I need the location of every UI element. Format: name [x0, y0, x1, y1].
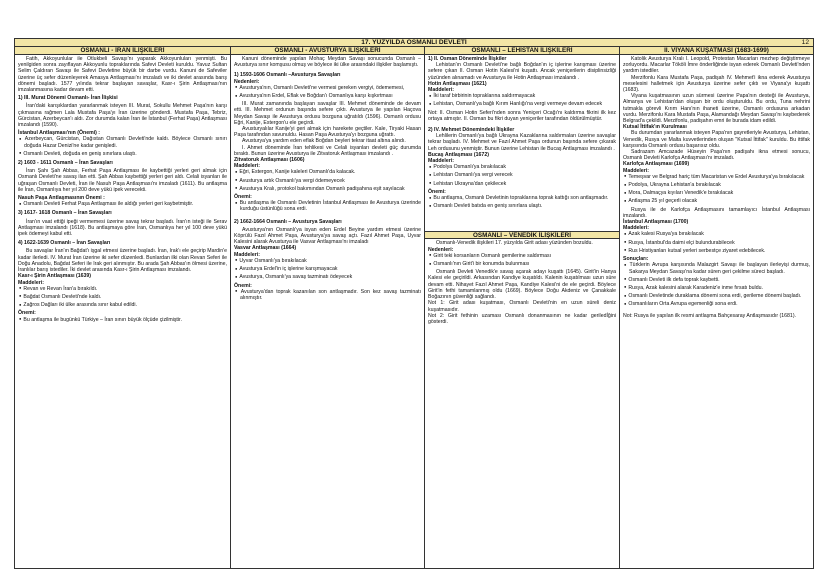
list-item: ● Lehistan Osmanlı'ya vergi verecek [428, 172, 616, 178]
list-item: ● Mora, Dalmaçya kıyıları Venedik'e bırakılacak [623, 190, 810, 196]
list-item: ● Osmanlı Devletinde duraklama dönemi sona erdi, gerileme dönemi başladı. [623, 293, 810, 299]
list-item: ● Lehistan Ukrayna'dan çekilecek [428, 181, 616, 187]
column-iran [15, 47, 231, 568]
treaty-heading: İstanbul Antlaşması'nın (Önemi) : [18, 130, 101, 137]
section-heading: 1) II. Osman Döneminde İlişkiler [428, 56, 507, 62]
subheading: Maddeleri: [18, 279, 44, 286]
paragraph: İran Şahı Şah Abbas, Ferhat Paşa Antlaşması ile kaybettiği yerleri geri almak için Osmanlı Devleti'ne savaş ilan etti. Şah Abbas kaybettiği yerleri geri aldı. Celali isyanları ile uğraşan Osmanlı Devleti, İran ile Nasuh Paşa Antlaşması'nı imzaladı (1611). Bu antlaşma ile İran, Osmanlıya her yıl 200 deve yükü ipek verecekti. [18, 168, 227, 193]
subheading: Maddeleri: [428, 87, 454, 94]
list-item: ● Osmanlı Devleti Ferhat Paşa Antlaşması ile aldığı yerleri geri kaybetmiştir. [18, 201, 227, 207]
list-item: ● Osmanlı Devleti, doğuda en geniş sınırlara ulaştı. [18, 151, 227, 157]
treaty-heading: İstanbul Antlaşması (1700) [623, 219, 689, 226]
treaty-heading: Bucaş Antlaşması (1672) [428, 151, 489, 158]
subheading: Nedenleri: [234, 78, 260, 85]
list-item: ● Türklerin Avrupa karşısında Malazgirt Savaşı ile başlayan ilerleyişi durmuş, Sakarya Meydan Savaşı'na kadar süren geri çekilme süreci başladı. [623, 262, 810, 274]
list-item: ● Azerbeycan, Gürcistan, Dağıstan Osmanlı Devleti'nde kaldı. Böylece Osmanlı sınırı doğuda Hazar Denizi'ne kadar genişledi. [18, 136, 227, 148]
column-body [620, 55, 813, 322]
list-item: ● Revan ve Revan İran'a bırakıldı. [18, 286, 227, 292]
column-heading: OSMANLI - AVUSTURYA İLİŞKİLERİ [231, 47, 424, 55]
list-item: ● Antlaşma 25 yıl geçerli olacak [623, 198, 810, 204]
list-item: ● Avusturya'nın, Osmanlı Devleti'ne vermesi gereken vergiyi, ödememesi, [234, 85, 421, 91]
list-item: ● Lehistan, Osmanlı'ya bağlı Kırım Hanlığı'na vergi vermeye devam edecek [428, 101, 616, 107]
section-heading: 1) III. Murat Dönemi Osmanlı- İran İlişkisi [18, 95, 118, 102]
treaty-heading: Nasuh Paşa Antlaşmasının Önemi : [18, 195, 105, 202]
column-heading: OSMANLI - İRAN İLİŞKİLERİ [15, 47, 230, 55]
subheading: Maddeleri: [234, 251, 260, 258]
list-item: ● Osmanlıların Orta Avrupa egemenliği sona erdi. [623, 301, 810, 307]
note: Not: II. Osman Hotin Seferi'nden sonra Yeniçeri Ocağı'nı kaldırma fikrini ilk kez ortaya atmıştır. II. Osman bu fikri duyan yeniçeriler tarafından öldürülmüştür. [428, 109, 616, 122]
paragraph: İran'ın vaat ettiği ipeği vermemesi üzerine savaş tekrar başladı. İran'ın isteği ile Serav Antlaşması imzalandı (1618). Bu antlaşmaya göre İran, Osmanlıya her yıl 100 deve yükü ipek ödemeyi kabul etti. [18, 218, 227, 238]
list-item: ● Podolya, Ukrayna Lehistan'a bırakılacak [623, 182, 810, 188]
note: Not: Rusya ile yapılan ilk resmi antlaşma Bahçesaray Antlaşmasıdır (1681). [623, 312, 796, 319]
column-vienna [620, 47, 813, 568]
paragraph: I. Ahmet döneminde İran tehlikesi ve Celali isyanları devleti güç durumda bıraktı. Bunun üzerine Avusturya ile Zitvatoruk Antlaşması imzalandı . [234, 144, 421, 157]
paragraph: Lehistan'ın Osmanlı Devleti'ne bağlı Boğdan'ın iç işlerine karışması üzerine sefere çıkan II. Osman Hotin Kalesi'ni kuşattı. Ancak yeniçerilerin disiplinsizliği yüzünden alınamadı ve Avusturya ile Hotin Antlaşması imzalandı . [428, 62, 616, 81]
list-item: ● Rus Hristiyanları kutsal yerleri serbestçe ziyaret edebilecek. [623, 248, 810, 254]
list-item: ● Rusya, İstanbul'da daimi elçi bulundurabilecek [623, 240, 810, 246]
list-item: ● Eğri, Estergon, Kanije kaleleri Osmanlı'da kalacak. [234, 169, 421, 175]
list-item: ● Bu antlaşma ile bugünkü Türkiye – İran sınırı büyük ölçüde çizilmiştir. [18, 317, 227, 323]
list-item: ● Avusturya'dan toprak kazanılan son antlaşmadır. Son kez savaş tazminatı alınmıştır. [234, 289, 421, 301]
subheading: Nedenleri: [428, 246, 454, 253]
paragraph: Avusturya'ya yardım eden eflak Boğdan beyleri tekrar itaat altına alındı. [242, 138, 406, 145]
column-body [231, 55, 424, 304]
document-sheet [14, 38, 814, 569]
list-item: ● Rusya, Azak kalesini alarak Karadeniz'e inme fırsatı buldu. [623, 285, 810, 291]
paragraph: III. Murat zamanında başlayan savaşlar III. Mehmet döneminde de devam etti. III. Mehmet ordunun başında sefere çıktı. Avusturya ile yapılan Haçova Meydan Savaşı ile Avusturya ordusu bozguna uğratıldı (1596). Osmanlı ordusu Eğri, Kanije, Estergon'u ele geçirdi. [234, 101, 421, 126]
section-heading: 2) IV. Mehmet Dönemindeki İlişkiler [428, 127, 515, 134]
column-poland [425, 47, 620, 568]
subheading: Maddeleri: [623, 167, 649, 174]
section-heading: 2) 1662-1664 Osmanlı – Avusturya Savaşları [234, 218, 342, 225]
treaty-heading: Zitvatoruk Antlaşması (1606) [234, 157, 305, 164]
list-item: ● Avusturya artık Osmanlı'ya vergi ödemeyecek [234, 178, 421, 184]
section-heading: 1) 1593-1606 Osmanlı –Avusturya Savaşları [234, 72, 341, 79]
paragraph: Bu savaşlar İran'ın Bağdat'ı işgal etmesi üzerine başladı. İran, Irak'ı ele geçirip Mardin'e kadar ilerledi. IV. Murat İran üzerine iki sefer düzenledi. Bunlardan ilki olan Revan Seferi ile Doğu Anadolu, Bağdat Seferi ile Irak geri alınmıştır. Bu arada Şah Abbas'ın ölmesi üzerine, İranlılar barış istediler. İki devlet arasında Kasr-ı Şirin Antlaşması imzalandı. [18, 248, 227, 274]
page-title: 17. YÜZYILDA OSMANLI DEVLETİ [361, 39, 467, 46]
paragraph: Fatih, Akkoyunlular ile Otlukbeli Savaşı'nı yaparak Akkoyunluları yenmişti. Bu yenilgiden sonra zayıflayan Akkoyunlu topraklarında Safevi Devleti kuruldu. Yavuz Sultan Selim Çaldıran Savaşı ile Safevi Devletine büyük bir darbe vurdu. Kanuni de Safeviler üzerine üç sefer düzenleyerek Amasya Antlaşması'nı imzaladı ve iki devlet arasında barış dönemi başladı. 1577 yılında tekrar başlayan savaşlar, Kasr-ı Şirin Antlaşması'nın imzalanmasına kadar devam etti. [18, 56, 227, 94]
column-heading: II. VİYANA KUŞATMASI (1683-1699) [620, 47, 813, 55]
section-heading: 4) 1622-1639 Osmanlı – İran Savaşları [18, 240, 111, 247]
subheading: Önemi: [234, 194, 252, 201]
column-heading: OSMANLI – LEHİSTAN İLİŞKİLERİ [425, 47, 619, 55]
paragraph: Katolik Avusturya Kralı I. Leopold, Protestan Macarları mezhep değiştirmeye zorluyordu. Macarlar Tököli İmre önderliğinde isyan ederek Osmanlı Devleti'nden yardım istediler. [623, 56, 810, 75]
subheading: Maddeleri: [428, 158, 454, 165]
list-item: ● Bağdat Osmanlı Devleti'nde kaldı. [18, 294, 227, 300]
venice-heading: OSMANLI – VENEDİK İLİŞKİLERİ [425, 231, 619, 239]
list-item: ● Avusturya, Osmanlı'ya savaş tazminatı ödeyecek [234, 274, 421, 280]
note: Not 2: Girit fethinin uzaması Osmanlı donanmasının ne kadar geriledİğini gösterdi. [428, 312, 616, 325]
list-item: ● Bu antlaşma, Osmanlı Devletinin topraklarına toprak kattığı son antlaşmadır. [428, 195, 616, 201]
title-bar [15, 39, 813, 47]
section-heading: Kutsal İttifak'ın Kurulması [623, 124, 687, 131]
list-item: ● Temeşvar ve Belgrad hariç tüm Macaristan ve Erdel Avusturya'ya bırakılacak [623, 174, 810, 180]
section-heading: 2) 1603 - 1611 Osmanlı – İran Savaşları [18, 160, 113, 167]
column-body [15, 55, 230, 326]
paragraph: Avusturya'nın Osmanlı'ya isyan eden Erdel Beyine yardım etmesi üzerine Köprülü Fazıl Ahmet Paşa, Avusturya'ya savaş açtı. Fazıl Ahmet Paşa, Uyvar Kalesini alarak Avusturya ile Vasvar Antlaşması'nı imzaladı [234, 226, 421, 246]
note: Not 1: Girit adası kuşatması, Osmanlı Devleti'nin en uzun süreli deniz kuşatmasıdır. [428, 300, 616, 313]
paragraph: Osmanlı-Venedik ilişkileri 17. yüzyılda Girit adası yüzünden bozuldu. [436, 240, 593, 247]
list-item: ● Avusturya'nın Erdel, Eflak ve Boğdan'ı Osmanlıya karşı kışkırtması [234, 93, 421, 99]
paragraph: Kanuni döneminde yapılan Mohaç Meydan Savaşı sonucunda Osmanlı – Avusturya sınır komşusu olmuş ve böylece iki ülke arasındaki ilişkiler başlamıştı. [234, 56, 421, 69]
paragraph: Rusya ile de Karlofça Antlaşmasını tamamlayıcı İstanbul Antlaşması imzalandı. [623, 206, 810, 219]
column-body [425, 55, 619, 328]
list-item: ● Bu antlaşma ile Osmanlı Devletinin İstanbul Antlaşması ile Avusturya üzerinde kurduğu üstünlüğü sona erdi. [234, 200, 421, 212]
subheading: Önemi: [234, 282, 252, 289]
subheading: Önemi: [18, 310, 36, 317]
list-item: ● İki taraf birbirinin topraklarına saldırmayacak [428, 93, 616, 99]
treaty-heading: Karlofça Antlaşması (1699) [623, 161, 690, 168]
list-item: ● Girit teki korsanların Osmanlı gemilerine saldırması [428, 253, 616, 259]
list-item: ● Zağros Dağları iki ülke arasında sınır kabul edildi. [18, 302, 227, 308]
subheading: Maddeleri: [623, 225, 649, 232]
list-item: ● Podolya Osmanlı'ya bırakılacak [428, 164, 616, 170]
paragraph: Merzifonlu Kara Mustafa Paşa, padişah IV. Mehmet'i ikna ederek Avusturya meselesini halletmek için Avusturya üzerine sefer çıktı ve Viyana'yı kuşattı (1683). [623, 74, 810, 94]
paragraph: Viyana kuşatmasının uzun sürmesi üzerine Papa'nın desteği ile Avusturya, Almanya ve Lehistan'dan oluşan bir ordu oluşturuldu. Bu ordu, Tuna nehrini tutmakla görevli Kırım Hanı'nın ihaneti üzerine, Osmanlı ordusuna arkadan vurdu. Merzifonlu Kara Mustafa Paşa, Alamandağı Meydan Savaşı'nı kaybederek Belgrad'a çekildi. Merzifonlu, padişahın emri ile burada idam edildi. [623, 93, 810, 125]
list-item: ● Azak kalesi Rusya'ya bırakılacak [623, 231, 810, 237]
paragraph: Bu durumdan yararlanmak isteyen Papa'nın gayretleriyle Avusturya, Lehistan, Venedik, Rusya ve Malta kuvvetlerinden oluşan "Kutsal İttifak" kuruldu. Bu ittifak karşısında Osmanlı ordusu başarısız oldu. [623, 130, 810, 149]
list-item: ● Avusturya Erdel'in iç işlerine karışmayacak [234, 266, 421, 272]
list-item: ● Osmanlı Devleti batıda en geniş sınırlara ulaştı. [428, 203, 616, 209]
list-item: ● Osmanlı'nın Girit'i bir konumda bulunması [428, 261, 616, 267]
list-item: ● Avusturya Kralı, protokol bakımından Osmanlı padişahına eşit sayılacak [234, 186, 421, 192]
subheading: Maddeleri: [234, 163, 260, 170]
list-item: ● Osmanlı Devleti ilk defa toprak kaybetti. [623, 277, 810, 283]
paragraph: Avusturyalılar Kanije'yi geri almak için harekete geçtiler. Kale, Tiryaki Hasan Paşa tarafından savunuldu. Hasan Paşa Avusturya'yı bozguna uğrattı. [234, 126, 421, 139]
section-heading: 3) 1617- 1618 Osmanlı – İran Savaşları [18, 210, 112, 217]
page-number: 12 [801, 39, 809, 46]
paragraph: İran'daki karışıklardan yararlanmak isteyen III. Murat, Sokullu Mehmet Paşa'nın karşı çıkmasına rağmen Lala Mustafa Paşa'yı İran üzerine gönderdi. Mustafa Paşa, Tebriz, Gürcistan, Azerbeycan'ı aldı. Zor durumda kalan İran ile İstanbul (Ferhat Paşa) Antlaşması imzalandı (1590). [18, 103, 227, 129]
column-austria [231, 47, 425, 568]
subheading: Sonuçları: [623, 256, 649, 263]
subheading: Önemi: [428, 188, 446, 195]
list-item: ● Uyvar Osmanlı'ya bırakılacak [234, 258, 421, 264]
paragraph: Sadrazam Amcazade Hüseyin Paşa'nın padişahı ikna etmesi sonucu, Osmanlı Devleti Karlofça Antlaşması'nı imzaladı. [623, 149, 810, 162]
paragraph: Osmanlı Devleti Venedik'e savaş açarak adayı kuşattı (1645). Girit'in Hanya Kalesi ele geçirildi. Arkasından Kandiye kuşatıldı. Kalenin kuşatılması uzun süre devam etti. Nihayet Fazıl Ahmet Paşa, Kandiye Kalesi'ni de ele geçirdi. Böylece Girit'in fethi tamamlanmış oldu (1669). Böylece Doğu Akdeniz ve Çanakkale Boğazının güvenliği sağlandı. [428, 269, 616, 301]
treaty-heading: Hotin Antlaşması (1621) [428, 80, 487, 87]
treaty-heading: Vasvar Antlaşması (1664) [234, 245, 297, 252]
paragraph: Lehlilerin Osmanlı'ya bağlı Ukrayna Kazaklarına saldırmaları üzerine savaşlar tekrar başladı. IV. Mehmet ve Fazıl Ahmet Paşa ordunun başında sefere çıkarak Leh ordusunu yenmiştir. Bunun üzerine Lehistan ile Bucaş Antlaşması imzalandı . [428, 133, 616, 152]
treaty-heading: Kasr-ı Şirin Antlaşması (1639) [18, 273, 92, 280]
